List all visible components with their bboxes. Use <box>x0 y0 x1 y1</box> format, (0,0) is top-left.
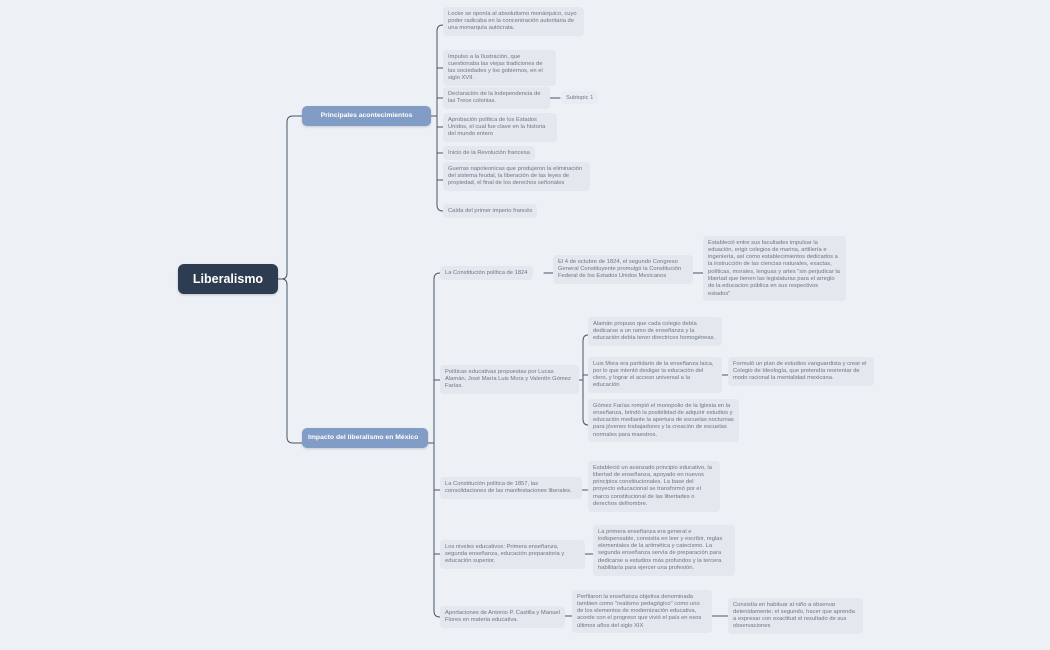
node-impulso-ilustracion[interactable]: Impulso a la Ilustración, que cuestionaba las viejas tradiciones de las sociedades y los gobiernos, en el siglo XVII. <box>443 50 556 86</box>
node-primera-ensenanza-detalle[interactable]: La primera enseñanza era general e indispensable, consistía en leer y escribir, reglas elementales de la aritmética y catecismo. La segunda enseñanza servía de preparación para dedicarse a estudios más profundos y la tercera habilitaría para ejercer una profesión. <box>593 525 735 576</box>
node-constitucion-1857[interactable]: La Constitución política de 1857, las consolidaciones de las manifestaciones liberales. <box>440 477 582 499</box>
node-inicio-revolucion-francesa[interactable]: Inicio de la Revolución francesa <box>443 146 535 160</box>
branch-principales-acontecimientos[interactable]: Principales acontecimientos <box>302 106 431 126</box>
node-caida-imperio-frances[interactable]: Caída del primer imperio francés <box>443 204 537 218</box>
node-aprobacion-politica[interactable]: Aprobación política de los Estados Unidos, el cual fue clave en la historia del mundo entero <box>443 113 557 142</box>
root-node-liberalismo[interactable]: Liberalismo <box>178 264 278 294</box>
node-aportaciones-castilla-flores[interactable]: Aportaciones de Antonio P. Castilla y Manuel Flores en materia educativa. <box>440 606 565 628</box>
node-guerras-napoleonicas[interactable]: Guerras napoleonicas que produjeron la eliminación del sistema feudal, la liberación de las leyes de propiedad, el final de los derechos señoriales <box>443 162 590 191</box>
node-niveles-educativos[interactable]: Los niveles educativos: Primera enseñanza, segunda enseñanza, educación preparatoria y educación superior. <box>440 540 585 569</box>
node-alaman-propuesta[interactable]: Alamán propuso que cada colegio debía dedicarse a un ramo de enseñanza y la educación debía tener directrices homogéneas. <box>588 317 722 346</box>
node-gomez-farias-monopolio[interactable]: Gómez Farías rompió el monopolio de la Iglesia en la enseñanza, brindó la posibilidad de adquirir estudios y educación mediante la apertura de escuelas nocturnas para jóvenes trabajadores y la creación de escuelas normales para maestros. <box>588 399 739 442</box>
node-subtopic-1[interactable]: Subtopic 1 <box>561 91 598 104</box>
node-consistia-habituar-nino[interactable]: Consistía en habituar al niño a observar detenidamente; el segundo, hacer que aprenda a expresar con exactitud el resultado de sus observaciones <box>728 598 863 634</box>
node-perfilaron-ensenanza-objetiva[interactable]: Perfilaron la enseñanza objetiva denominada tambien como "realismo pedagógico" como uno de los elementos de modernización educativa, acorde con el progreso que vivió el país en esos últimos años del siglo XIX <box>572 590 712 633</box>
branch-impacto-liberalismo-mexico[interactable]: Impacto del liberalismo en México <box>302 428 428 448</box>
node-constitucion-1824[interactable]: La Constitución política de 1824 <box>440 266 533 280</box>
node-principio-educativo-1857[interactable]: Estableció un avanzado principio educativo, la libertad de enseñanza, apoyado en nuevos principios constitucionales. La base del proyecto educacional se transformó por el marco constitucional de las libertades o derechos delhombre. <box>588 461 720 512</box>
node-facultades-educacion-1824[interactable]: Estableció entre sus facultades impulsar la eduación, erigir colegios de marina, artillería e ingeniería, así como establecimientos dedicados a la instrucción de las ciencias naturales, exactas, políticas, morales, lenguas y artes "sin perjudicar la libertad que tienen las legislaturas para el arreglo de la educacion pública en sus respectivos estados" <box>703 236 846 301</box>
node-congreso-constituyente-1824[interactable]: El 4 de octubre de 1824, el segundo Congreso General Constituyente promulgó la Constitución Federal de los Estados Unidos Mexicanos <box>553 255 693 284</box>
node-locke-absolutismo[interactable]: Locke se oponía al absolutismo monárquico, cuyo poder radicaba en la concentración autoritaria de una monarquía autócrata. <box>443 7 584 36</box>
node-politicas-educativas[interactable]: Políticas educativas propuestas por Lucas Alamán, José María Luis Mora y Valentín Gómez Farías. <box>440 365 579 394</box>
node-declaracion-independencia[interactable]: Declaración de la Independencia de las Trece colonias. <box>443 87 550 109</box>
node-formulo-plan-estudios[interactable]: Formuló un plan de estudios vanguardista y crear el Colegio de Ideología, que pretendía reorientar de modo racional la mentalidad mexicana. <box>728 357 874 386</box>
node-luis-mora-ensenanza-laica[interactable]: Luis Mora era partidario de la enseñanza laica, por lo que intentó desligar la educación del clero, y lograr el acceso universal a la educación <box>588 357 722 393</box>
